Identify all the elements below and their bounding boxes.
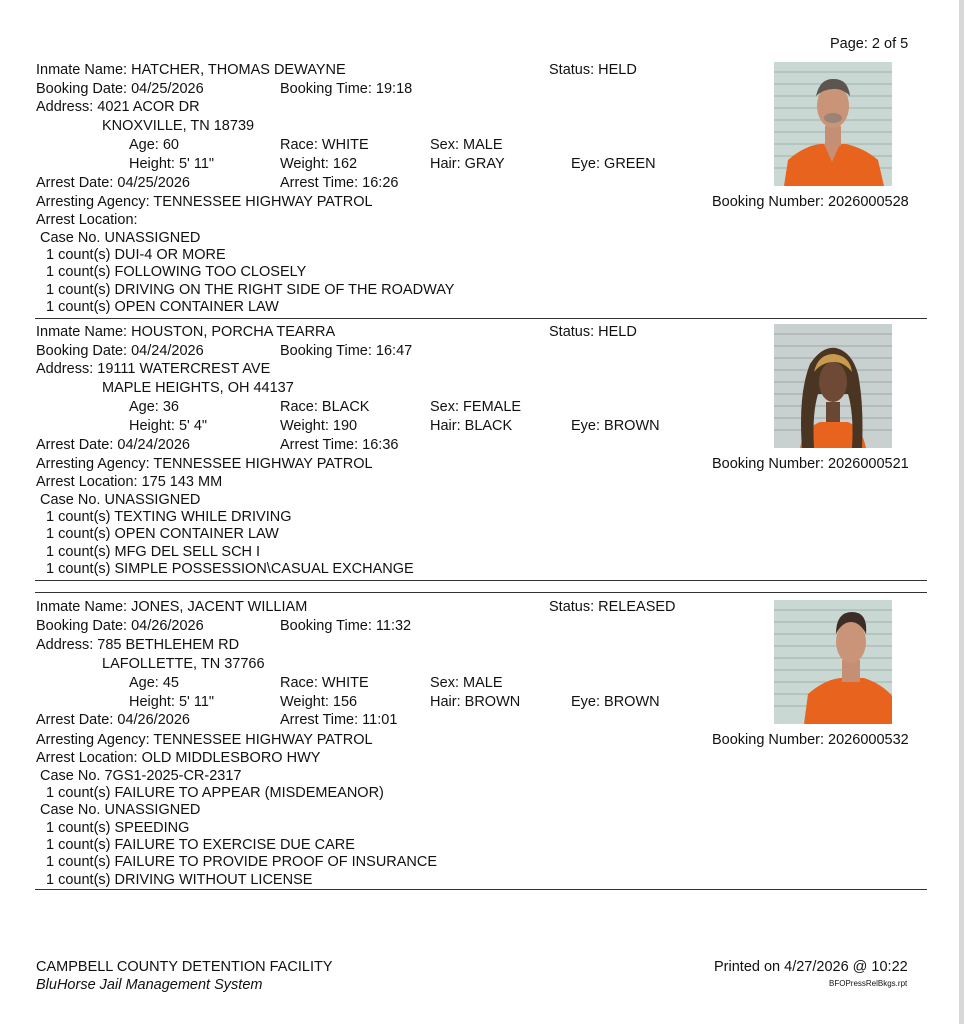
- charge: 1 count(s) DUI-4 OR MORE: [46, 247, 226, 263]
- charge: 1 count(s) MFG DEL SELL SCH I: [46, 544, 261, 560]
- address-line1: Address: 4021 ACOR DR: [36, 99, 200, 115]
- address-line2: MAPLE HEIGHTS, OH 44137: [102, 380, 294, 396]
- race: Race: BLACK: [280, 399, 370, 415]
- booking-time: Booking Time: 19:18: [280, 81, 413, 97]
- booking-number: Booking Number: 2026000521: [712, 456, 909, 472]
- charge: 1 count(s) FAILURE TO APPEAR (MISDEMEANOR): [46, 785, 384, 801]
- record-divider: [35, 580, 927, 581]
- weight: Weight: 156: [280, 694, 358, 710]
- record-divider: [35, 318, 927, 319]
- sex: Sex: FEMALE: [430, 399, 522, 415]
- booking-photo: [774, 600, 892, 724]
- arrest-location: Arrest Location: 175 143 MM: [36, 474, 223, 490]
- age: Age: 45: [129, 675, 179, 691]
- inmate-name: Inmate Name: HATCHER, THOMAS DEWAYNE: [36, 62, 346, 78]
- arrest-date: Arrest Date: 04/24/2026: [36, 437, 190, 453]
- charge: 1 count(s) FAILURE TO EXERCISE DUE CARE: [46, 837, 355, 853]
- arrest-time: Arrest Time: 16:26: [280, 175, 399, 191]
- arrest-time: Arrest Time: 16:36: [280, 437, 399, 453]
- hair: Hair: BLACK: [430, 418, 513, 434]
- hair: Hair: GRAY: [430, 156, 505, 172]
- facility-name: CAMPBELL COUNTY DETENTION FACILITY: [36, 959, 333, 975]
- booking-number: Booking Number: 2026000532: [712, 732, 909, 748]
- charge: 1 count(s) FAILURE TO PROVIDE PROOF OF INSURANCE: [46, 854, 438, 870]
- weight: Weight: 190: [280, 418, 358, 434]
- eye: Eye: BROWN: [571, 418, 660, 434]
- charge: 1 count(s) TEXTING WHILE DRIVING: [46, 509, 292, 525]
- arrest-location: Arrest Location:: [36, 212, 138, 228]
- page-number: Page: 2 of 5: [830, 36, 909, 52]
- booking-time: Booking Time: 16:47: [280, 343, 413, 359]
- arrest-location: Arrest Location: OLD MIDDLESBORO HWY: [36, 750, 321, 766]
- arrest-date: Arrest Date: 04/25/2026: [36, 175, 190, 191]
- charge: 1 count(s) OPEN CONTAINER LAW: [46, 526, 279, 542]
- booking-photo: [774, 62, 892, 186]
- height: Height: 5' 11": [129, 156, 215, 172]
- address-line2: KNOXVILLE, TN 18739: [102, 118, 255, 134]
- age: Age: 60: [129, 137, 179, 153]
- race: Race: WHITE: [280, 675, 369, 691]
- booking-number: Booking Number: 2026000528: [712, 194, 909, 210]
- height: Height: 5' 11": [129, 694, 215, 710]
- record-divider: [35, 592, 927, 593]
- sex: Sex: MALE: [430, 137, 503, 153]
- charge: 1 count(s) DRIVING ON THE RIGHT SIDE OF THE ROADWAY: [46, 282, 455, 298]
- status: Status: HELD: [549, 62, 637, 78]
- address-line2: LAFOLLETTE, TN 37766: [102, 656, 265, 672]
- eye: Eye: BROWN: [571, 694, 660, 710]
- arresting-agency: Arresting Agency: TENNESSEE HIGHWAY PATROL: [36, 732, 373, 748]
- charge: 1 count(s) SPEEDING: [46, 820, 190, 836]
- arresting-agency: Arresting Agency: TENNESSEE HIGHWAY PATROL: [36, 194, 373, 210]
- case-number: Case No. 7GS1-2025-CR-2317: [40, 768, 242, 784]
- record-divider: [35, 889, 927, 890]
- weight: Weight: 162: [280, 156, 358, 172]
- inmate-name: Inmate Name: JONES, JACENT WILLIAM: [36, 599, 308, 615]
- eye: Eye: GREEN: [571, 156, 656, 172]
- address-line1: Address: 19111 WATERCREST AVE: [36, 361, 271, 377]
- charge: 1 count(s) OPEN CONTAINER LAW: [46, 299, 279, 315]
- case-number: Case No. UNASSIGNED: [40, 230, 201, 246]
- report-filename: BFOPressRelBkgs.rpt: [829, 979, 908, 988]
- case-number: Case No. UNASSIGNED: [40, 492, 201, 508]
- status: Status: RELEASED: [549, 599, 676, 615]
- hair: Hair: BROWN: [430, 694, 521, 710]
- arrest-time: Arrest Time: 11:01: [280, 712, 398, 728]
- sex: Sex: MALE: [430, 675, 503, 691]
- booking-photo: [774, 324, 892, 448]
- printed-timestamp: Printed on 4/27/2026 @ 10:22: [714, 959, 908, 975]
- page-edge-shadow: [959, 0, 964, 1024]
- address-line1: Address: 785 BETHLEHEM RD: [36, 637, 240, 653]
- charge: 1 count(s) DRIVING WITHOUT LICENSE: [46, 872, 313, 888]
- booking-time: Booking Time: 11:32: [280, 618, 412, 634]
- booking-date: Booking Date: 04/26/2026: [36, 618, 204, 634]
- race: Race: WHITE: [280, 137, 369, 153]
- booking-date: Booking Date: 04/24/2026: [36, 343, 204, 359]
- booking-date: Booking Date: 04/25/2026: [36, 81, 204, 97]
- age: Age: 36: [129, 399, 179, 415]
- height: Height: 5' 4": [129, 418, 208, 434]
- arrest-date: Arrest Date: 04/26/2026: [36, 712, 190, 728]
- charge: 1 count(s) FOLLOWING TOO CLOSELY: [46, 264, 307, 280]
- case-number: Case No. UNASSIGNED: [40, 802, 201, 818]
- status: Status: HELD: [549, 324, 637, 340]
- arresting-agency: Arresting Agency: TENNESSEE HIGHWAY PATROL: [36, 456, 373, 472]
- system-name: BluHorse Jail Management System: [36, 977, 263, 993]
- inmate-name: Inmate Name: HOUSTON, PORCHA TEARRA: [36, 324, 336, 340]
- charge: 1 count(s) SIMPLE POSSESSION\CASUAL EXCHANGE: [46, 561, 414, 577]
